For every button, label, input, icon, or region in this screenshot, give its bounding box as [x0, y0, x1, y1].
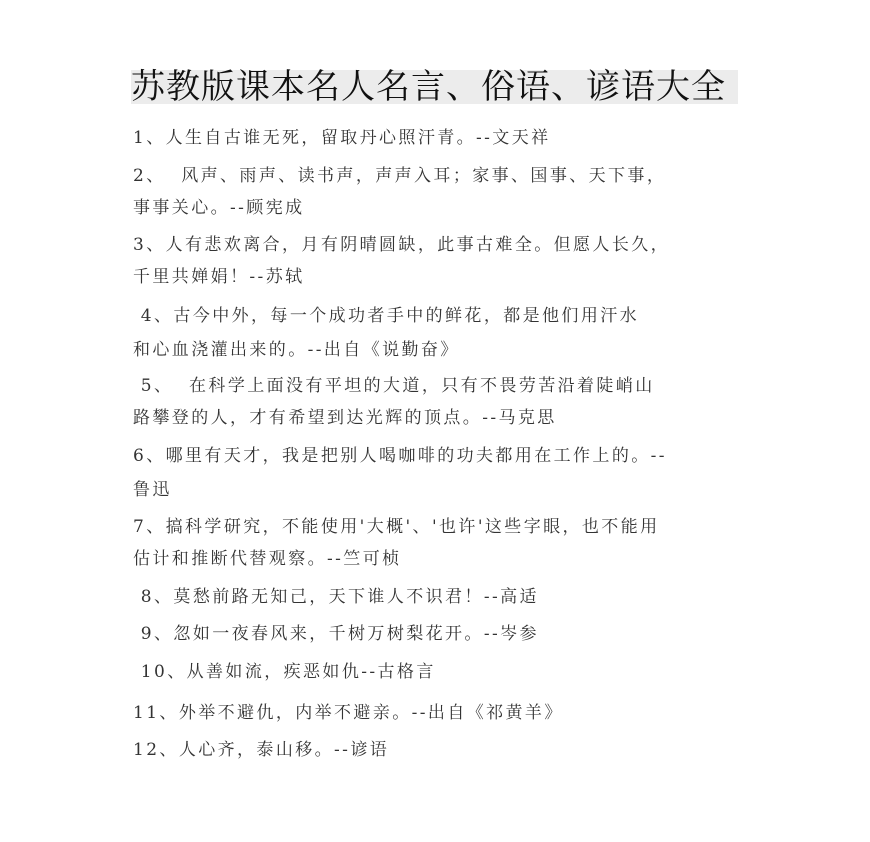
quote-7-line-2: 估计和推断代替观察。--竺可桢	[133, 549, 402, 569]
quote-5-line-2: 路攀登的人，才有希望到达光辉的顶点。--马克思	[133, 408, 557, 428]
quote-3-line-1: 3、人有悲欢离合，月有阴晴圆缺，此事古难全。但愿人长久，	[133, 235, 671, 255]
quote-6-line-2: 鲁迅	[133, 480, 172, 500]
quote-5-line-1: 5、 在科学上面没有平坦的大道，只有不畏劳苦沿着陡峭山	[133, 376, 655, 396]
quote-6-line-1: 6、哪里有天才，我是把别人喝咖啡的功夫都用在工作上的。--	[133, 446, 667, 466]
document-title: 苏教版课本名人名言、俗语、谚语大全	[131, 70, 738, 104]
quote-4-line-2: 和心血浇灌出来的。--出自《说勤奋》	[133, 340, 460, 360]
quote-12: 12、人心齐，泰山移。--谚语	[133, 740, 390, 760]
quote-3-line-2: 千里共婵娟！--苏轼	[133, 267, 305, 287]
quote-11: 11、外举不避仇，内举不避亲。--出自《祁黄羊》	[133, 703, 564, 723]
quote-1-line-1: 1、人生自古谁无死，留取丹心照汗青。--文天祥	[133, 128, 551, 148]
quote-4-line-1: 4、古今中外，每一个成功者手中的鲜花，都是他们用汗水	[133, 306, 640, 326]
quote-10: 10、从善如流，疾恶如仇--古格言	[133, 662, 436, 682]
quote-7-line-1: 7、搞科学研究，不能使用'大概'、'也许'这些字眼，也不能用	[133, 517, 660, 537]
quote-8: 8、莫愁前路无知己，天下谁人不识君！--高适	[133, 587, 539, 607]
quote-9: 9、忽如一夜春风来，千树万树梨花开。--岑参	[133, 624, 539, 644]
quote-2-line-1: 2、 风声、雨声、读书声，声声入耳；家事、国事、天下事，	[133, 166, 667, 186]
quote-2-line-2: 事事关心。--顾宪成	[133, 198, 305, 218]
